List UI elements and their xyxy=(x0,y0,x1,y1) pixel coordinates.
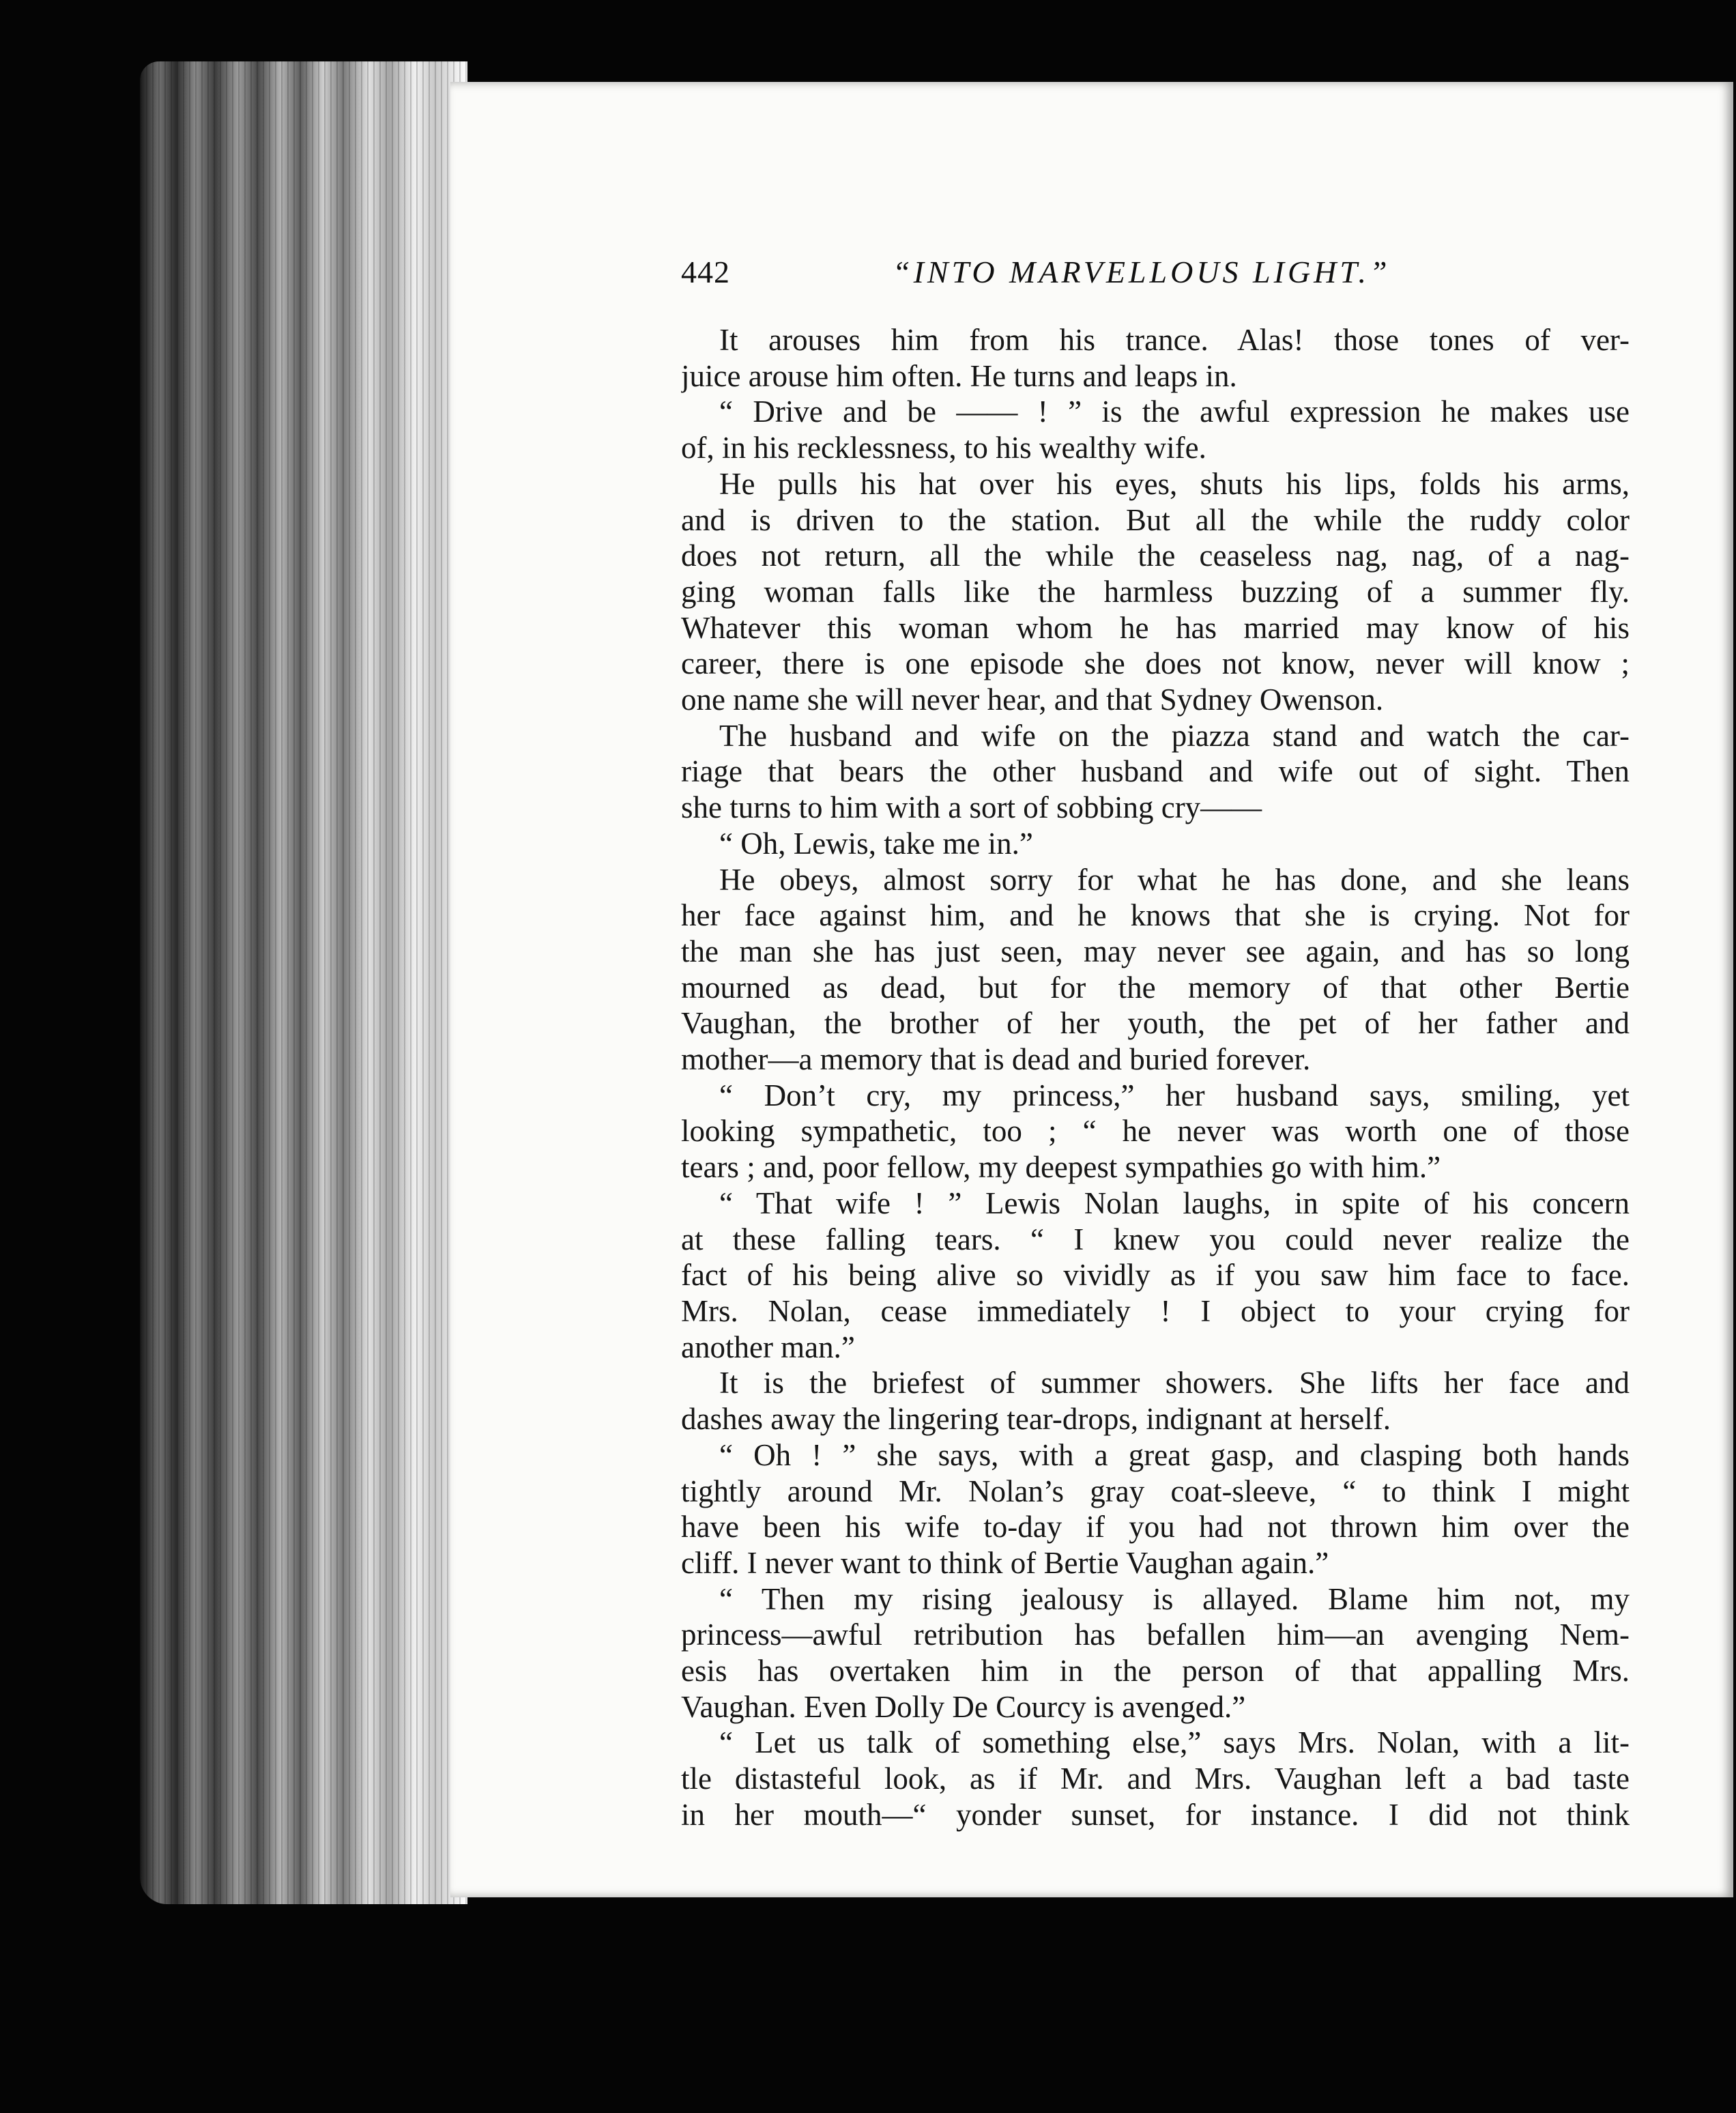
text-line: “ Oh, Lewis, take me in.” xyxy=(719,826,1033,861)
text-line: Whatever this woman whom he has married may know of his xyxy=(681,610,1630,645)
text-line: have been his wife to-day if you had not thrown him over the xyxy=(681,1510,1630,1544)
text-line: and is driven to the station. But all the while the ruddy color xyxy=(681,502,1630,537)
text-line: one name she will never hear, and that Sydney Owenson. xyxy=(681,682,1384,717)
text-line: mourned as dead, but for the memory of that other Bertie xyxy=(681,970,1630,1005)
text-line: dashes away the lingering tear-drops, indignant at herself. xyxy=(681,1402,1391,1437)
text-line: “ Oh ! ” she says, with a great gasp, and clasping both hands xyxy=(719,1437,1630,1472)
text-line: “ Then my rising jealousy is allayed. Blame him not, my xyxy=(719,1581,1630,1616)
text-line: ging woman falls like the harmless buzzing of a summer fly. xyxy=(681,574,1630,609)
text-line: looking sympathetic, too ; “ he never was worth one of those xyxy=(681,1114,1630,1149)
text-line: in her mouth—“ yonder sunset, for instance. I did not think xyxy=(681,1797,1630,1832)
text-line: Vaughan. Even Dolly De Courcy is avenged.” xyxy=(681,1689,1246,1724)
text-line: career, there is one episode she does not know, never will know ; xyxy=(681,646,1630,681)
text-line: Mrs. Nolan, cease immediately ! I object to your crying for xyxy=(681,1293,1630,1328)
page-number: 442 xyxy=(681,255,730,289)
text-line: tears ; and, poor fellow, my deepest sympathies go with him.” xyxy=(681,1150,1441,1185)
text-line: “ Drive and be —— ! ” is the awful expression he makes use xyxy=(719,394,1630,429)
text-line: mother—a memory that is dead and buried forever. xyxy=(681,1042,1311,1077)
text-line: the man she has just seen, may never see again, and has so long xyxy=(681,934,1630,968)
body-text xyxy=(681,322,1630,1833)
text-line: Vaughan, the brother of her youth, the pet of her father and xyxy=(681,1006,1630,1041)
text-line: fact of his being alive so vividly as if you saw him face to face. xyxy=(681,1258,1630,1293)
text-line: her face against him, and he knows that she is crying. Not for xyxy=(681,898,1630,933)
text-line: of, in his recklessness, to his wealthy wife. xyxy=(681,431,1206,465)
text-line: The husband and wife on the piazza stand and watch the car- xyxy=(719,718,1630,753)
text-line: He obeys, almost sorry for what he has done, and she leans xyxy=(719,862,1630,897)
text-line: “ Let us talk of something else,” says Mrs. Nolan, with a lit- xyxy=(719,1725,1630,1760)
text-line: she turns to him with a sort of sobbing cry—— xyxy=(681,790,1262,825)
page-header xyxy=(681,254,1643,295)
text-line: another man.” xyxy=(681,1329,855,1364)
text-line: at these falling tears. “ I knew you could never realize the xyxy=(681,1222,1630,1256)
text-line: cliff. I never want to think of Bertie Vaughan again.” xyxy=(681,1545,1329,1580)
text-line: tightly around Mr. Nolan’s gray coat-sleeve, “ to think I might xyxy=(681,1474,1630,1508)
text-line: It is the briefest of summer showers. She lifts her face and xyxy=(719,1366,1630,1400)
text-line: He pulls his hat over his eyes, shuts his lips, folds his arms, xyxy=(719,466,1630,501)
running-title: “INTO MARVELLOUS LIGHT.” xyxy=(893,255,1391,289)
text-line: “ That wife ! ” Lewis Nolan laughs, in spite of his concern xyxy=(719,1185,1630,1220)
text-line: does not return, all the while the ceaseless nag, nag, of a nag- xyxy=(681,538,1630,573)
text-line: “ Don’t cry, my princess,” her husband says, smiling, yet xyxy=(719,1078,1630,1112)
text-line: esis has overtaken him in the person of that appalling Mrs. xyxy=(681,1654,1630,1688)
text-line: riage that bears the other husband and wife out of sight. Then xyxy=(681,754,1630,789)
text-line: tle distasteful look, as if Mr. and Mrs. Vaughan left a bad taste xyxy=(681,1762,1630,1796)
text-line: princess—awful retribution has befallen him—an avenging Nem- xyxy=(681,1618,1630,1652)
text-line: It arouses him from his trance. Alas! those tones of ver- xyxy=(719,323,1630,357)
text-line: juice arouse him often. He turns and leaps in. xyxy=(681,358,1237,393)
page-edge-streaks xyxy=(140,61,467,1904)
